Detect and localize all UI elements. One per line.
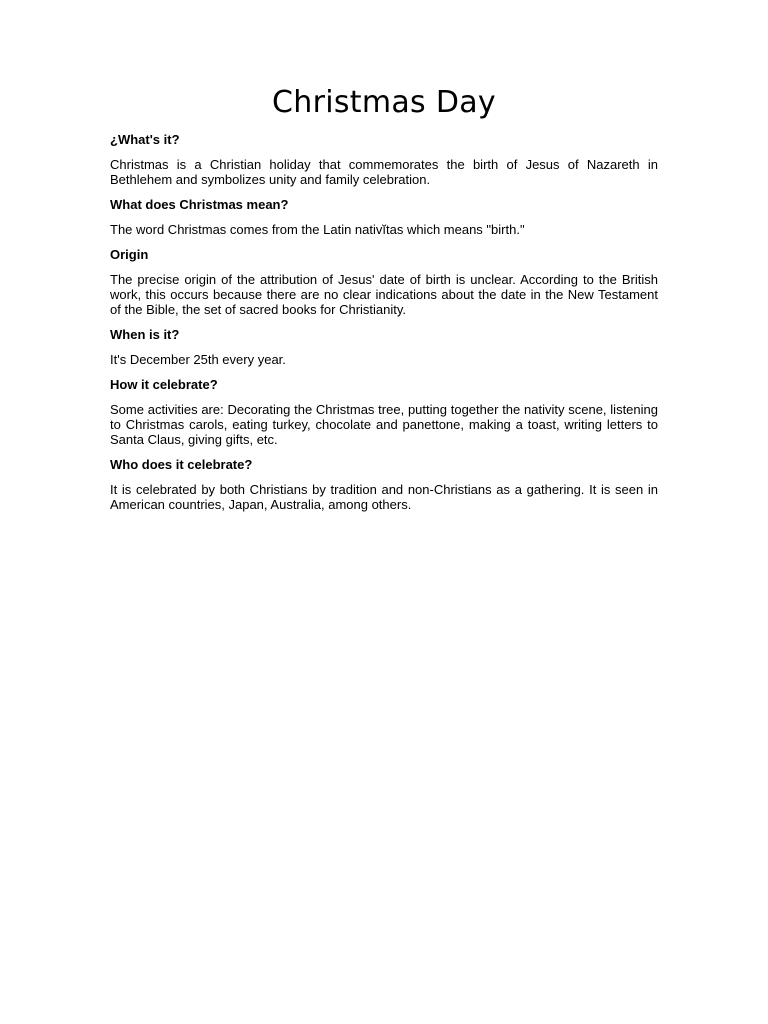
section-body-how: Some activities are: Decorating the Christmas tree, putting together the nativity scene, listening to Christmas carols, eating turkey, chocolate and panettone, making a toast, writing letters to Santa Claus, giving gifts, etc.: [110, 402, 658, 447]
section-heading-who: Who does it celebrate?: [110, 457, 253, 472]
section-body-origin: The precise origin of the attribution of Jesus' date of birth is unclear. According to the British work, this occurs because there are no clear indications about the date in the New Testament of the Bible, the set of sacred books for Christianity.: [110, 272, 658, 317]
section-heading-origin: Origin: [110, 247, 149, 262]
section-body-meaning: The word Christmas comes from the Latin nativĭtas which means "birth.": [110, 222, 525, 237]
section-body-whats-it: Christmas is a Christian holiday that commemorates the birth of Jesus of Nazareth in Bethlehem and symbolizes unity and family celebration.: [110, 157, 658, 187]
section-heading-whats-it: ¿What's it?: [110, 132, 180, 147]
section-body-when: It's December 25th every year.: [110, 352, 286, 367]
section-body-who: It is celebrated by both Christians by tradition and non-Christians as a gathering. It is seen in American countries, Japan, Australia, among others.: [110, 482, 658, 512]
page-title: Christmas Day: [272, 85, 496, 120]
section-heading-meaning: What does Christmas mean?: [110, 197, 289, 212]
section-heading-how: How it celebrate?: [110, 377, 218, 392]
section-heading-when: When is it?: [110, 327, 180, 342]
document-page: [110, 84, 658, 522]
